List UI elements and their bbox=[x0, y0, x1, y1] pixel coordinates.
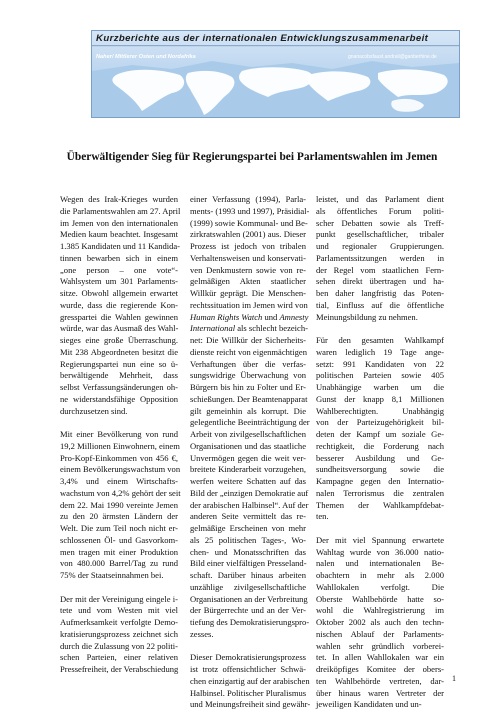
paragraph bbox=[316, 335, 444, 523]
text-line: Verhaltensweisen und konservati- bbox=[190, 252, 306, 263]
banner-email: gnanacobsfaust.andrali@ganberhine.de bbox=[348, 54, 437, 60]
text-line: Welt. Die zum Teil noch nicht er- bbox=[60, 523, 178, 533]
text-line: tial, Einfluss auf die öffentliche bbox=[316, 299, 444, 310]
text-line: berwältigende Mehrheit, dass bbox=[60, 370, 178, 381]
text-line: rechtigkeit, die Forderung nach bbox=[316, 440, 444, 451]
text-line: sundheitsversorgung sowie die bbox=[316, 464, 444, 475]
text-line: 75% der Staatseinnahmen bei. bbox=[60, 570, 164, 580]
text-line: Parlamentssitzungen werden in bbox=[316, 252, 444, 263]
text-line: gilt gemeinhin als korrupt. Die bbox=[190, 405, 306, 416]
text-line: wachstum von 4,2% gehört der seit bbox=[60, 487, 181, 498]
text-line: Der mit der Vereinigung eingele i- bbox=[60, 593, 178, 604]
text-line: und Meinungsfreiheit sind gewähr- bbox=[190, 699, 311, 710]
text-line: Wahllokalen verfolgt. Die bbox=[316, 581, 444, 592]
text-line: einem Bevölkerungswachstum von bbox=[60, 464, 181, 475]
text-line: Medien kaum beachtet. Insgesamt bbox=[60, 229, 178, 240]
text-line: Bild der „einzigen Demokratie auf bbox=[190, 487, 309, 498]
text-line: Mit einer Bevölkerung von rund bbox=[60, 429, 178, 439]
text-line: Pro-Kopf-Einkommen von 456 €, bbox=[60, 452, 178, 463]
text-line: unzählige zivilgesellschaftliche bbox=[190, 581, 306, 592]
text-line: sungswidrige Überwachung von bbox=[190, 370, 306, 381]
text-line: men tragen mit einer Produktion bbox=[60, 546, 178, 557]
paragraph bbox=[316, 535, 444, 711]
text-line: werfen weitere Schatten auf das bbox=[190, 476, 306, 486]
text-line: dem 22. Mai 1990 vereinte Jemen bbox=[60, 499, 178, 510]
text-line: ten. bbox=[316, 511, 329, 522]
text-line: jeweiligen Kandidaten und un- bbox=[316, 699, 422, 710]
text-line: Pressefreiheit, der Verabschiedung bbox=[60, 664, 179, 674]
text-line: tete und vom Westen mit viel bbox=[60, 605, 178, 616]
text-line: zesses. bbox=[190, 628, 214, 639]
text-line: chen- und Monatsschriften das bbox=[190, 546, 306, 557]
text-line: Wahlsystem um 301 Parlaments- bbox=[60, 276, 178, 287]
text-line: dienste reicht von eigenmächtigen bbox=[190, 346, 308, 357]
text-line: Themen der Wahlkampfdebat- bbox=[316, 499, 444, 510]
text-line: Unvermögen gegen die weit ver- bbox=[190, 452, 306, 463]
text-line: schen Parteien, einer relativen bbox=[60, 652, 178, 663]
text-column-2 bbox=[190, 194, 311, 723]
text-line: Wegen des Irak-Krieges wurden bbox=[60, 194, 178, 204]
text-line: Arbeit von zivilgesellschaftlichen bbox=[190, 429, 306, 439]
text-line: (1999) sowie Kommunal- und Be- bbox=[190, 217, 308, 228]
text-line: ments- (1993 und 1997), Präsidial- bbox=[190, 205, 310, 216]
text-line: Organisationen und das staatliche bbox=[190, 440, 306, 451]
text-line: würde, war das Ausmaß des Wahl- bbox=[60, 323, 179, 334]
text-line: der Regel vom staatlichen Fern- bbox=[316, 264, 444, 275]
text-line: wohl die Wahlregistrierung im bbox=[316, 605, 444, 616]
text-line: scher Debatten sowie als Treff- bbox=[316, 217, 444, 228]
text-line: als öffentliches Forum politi- bbox=[316, 205, 444, 216]
text-line: tinnen bewarben sich in einem bbox=[60, 252, 178, 263]
text-line: breitete Kinderarbeit vorzugehen, bbox=[190, 464, 306, 475]
text-line: besserer Ausbildung und Ge- bbox=[316, 452, 444, 463]
text-line: Meinungsbildung zu nehmen. bbox=[316, 311, 418, 322]
text-line: von 480.000 Barrel/Tag zu rund bbox=[60, 558, 178, 569]
text-line: gelmäßigen Akten staatlicher bbox=[190, 276, 306, 287]
text-line: Wahltag wurde von 36.000 natio- bbox=[316, 546, 444, 557]
paragraph bbox=[190, 194, 310, 641]
text-line: Halbinsel. Politischer Pluralismus bbox=[190, 687, 307, 698]
text-line: durch die Zulassung von 22 politi- bbox=[60, 640, 178, 651]
text-line: schießungen. Der Beamtenapparat bbox=[190, 393, 308, 404]
text-line: anderen Seite vermittelt das re- bbox=[190, 511, 306, 522]
text-column-1 bbox=[60, 194, 181, 688]
text-line: chen einzigartig auf der arabischen bbox=[190, 675, 310, 686]
paragraph bbox=[316, 194, 444, 323]
text-line: ten Wahlbehörde vertreten, dar- bbox=[316, 675, 444, 686]
text-line: und regionaler Gruppierungen. bbox=[316, 241, 444, 251]
text-line: im Jemen von den internationalen bbox=[60, 217, 178, 228]
text-line: tiefung des Demokratisierungspro- bbox=[190, 617, 310, 627]
page-number: 1 bbox=[452, 674, 456, 683]
header-banner bbox=[91, 30, 460, 118]
text-line: der arabischen Halbinsel“. Auf der bbox=[190, 499, 309, 510]
text-line: die Parlamentswahlen am 27. April bbox=[60, 205, 181, 216]
text-line: Human Rights Watch und Amnesty bbox=[190, 311, 309, 322]
text-line: durchzusetzen sind. bbox=[60, 405, 128, 416]
text-line: 1.385 Kandidaten und 11 Kandida- bbox=[60, 241, 181, 251]
text-line: selbst Verfassungsänderungen oh- bbox=[60, 382, 178, 392]
text-line: nalen Terrorismus die zentralen bbox=[316, 487, 444, 498]
text-line: Der mit viel Spannung erwartete bbox=[316, 534, 444, 545]
text-line: dreiköpfiges Komitee der obers- bbox=[316, 664, 444, 674]
text-line: Oktober 2002 als auch den techn- bbox=[316, 617, 444, 627]
text-line: ven Denkmustern sowie von re- bbox=[190, 264, 306, 275]
text-line: politischen Parteien sowie 405 bbox=[316, 370, 444, 381]
text-line: Prozess ist jedoch von tribalen bbox=[190, 241, 306, 251]
paragraph bbox=[60, 429, 181, 582]
text-line: Dieser Demokratisierungsprozess bbox=[190, 652, 306, 663]
text-line: sieges eine große Überraschung. bbox=[60, 335, 178, 345]
text-line: 3,4% und einem Wirtschafts- bbox=[60, 476, 178, 486]
text-line: schlossenen Öl- und Gasvorkom- bbox=[60, 534, 178, 545]
text-line: ne widerstandsfähige Opposition bbox=[60, 393, 178, 404]
text-line: Aufmerksamkeit verfolgte Demo- bbox=[60, 617, 178, 627]
text-line: Verhaftungen über die verfas- bbox=[190, 358, 306, 369]
text-line: Regierungspartei nun eine so ü- bbox=[60, 358, 178, 369]
text-line: der Bürgerrechte und an der Ver- bbox=[190, 605, 306, 616]
text-line: Mit 238 Abgeordneten besitzt die bbox=[60, 346, 178, 357]
text-line: setzt: 991 Kandidaten von 22 bbox=[316, 358, 444, 369]
text-line: wurde, dass die regierende Kon- bbox=[60, 299, 178, 310]
text-line: gresspartei die Wahlen gewinnen bbox=[60, 311, 178, 322]
text-line: net: Die Willkür der Sicherheits- bbox=[190, 335, 306, 345]
text-line: Für den gesamten Wahlkampf bbox=[316, 335, 444, 345]
text-line: gelegentliche Beeinträchtigung der bbox=[190, 417, 310, 428]
text-line: International als schlecht bezeich- bbox=[190, 323, 308, 334]
text-line: Bürgern bis hin zu Folter und Er- bbox=[190, 382, 306, 392]
banner-title: Kurzberichte aus der internationalen Entwicklungszusammenarbeit bbox=[96, 33, 429, 44]
text-line: sehen direkt übertragen und ha- bbox=[316, 276, 444, 287]
text-line: Oberste Wahlbehörde hatte so- bbox=[316, 593, 444, 604]
banner-region-label: Naher/ Mittlerer Osten und Nordafrika bbox=[96, 54, 196, 60]
text-line: Unabhängige warben um die bbox=[316, 382, 444, 392]
text-line: sitze. Obwohl allgemein erwartet bbox=[60, 288, 178, 298]
text-line: zirkratswahlen (2001) aus. Dieser bbox=[190, 229, 306, 240]
text-line: Willkür geprägt. Die Menschen- bbox=[190, 288, 306, 298]
text-line: ben daher langfristig das Poten- bbox=[316, 288, 444, 298]
text-line: zu den 20 ärmsten Ländern der bbox=[60, 511, 178, 522]
paragraph bbox=[60, 594, 178, 676]
paragraph bbox=[190, 652, 311, 711]
text-line: kratisierungsprozess zeichnet sich bbox=[60, 628, 178, 639]
text-line: schaft. Darüber hinaus arbeiten bbox=[190, 570, 306, 580]
paragraph bbox=[60, 194, 181, 417]
text-line: nalen und internationalen Be- bbox=[316, 558, 444, 569]
text-line: waren lediglich 19 Tage ange- bbox=[316, 346, 444, 357]
text-line: leistet, und das Parlament dient bbox=[316, 194, 444, 204]
text-line: rechtssituation im Jemen wird von bbox=[190, 299, 308, 310]
text-line: Bild einer vielfältigen Presseland- bbox=[190, 558, 307, 569]
text-line: 19,2 Millionen Einwohnern, einem bbox=[60, 440, 180, 451]
text-line: punkt gesellschaftlicher, tribaler bbox=[316, 229, 444, 240]
text-line: als 25 politischen Tages-, Wo- bbox=[190, 534, 306, 545]
text-line: wahlen sehr gründlich vorberei- bbox=[316, 640, 444, 651]
text-line: einer Verfassung (1994), Parla- bbox=[190, 194, 306, 204]
text-line: deten der Kampf um soziale Ge- bbox=[316, 429, 444, 439]
text-line: gelmäßige Erscheinen von mehr bbox=[190, 523, 306, 533]
text-line: nischen Ablauf der Parlaments- bbox=[316, 628, 444, 639]
text-line: „one person – one vote“- bbox=[60, 264, 178, 275]
text-line: ist trotz offensichtlicher Schwä- bbox=[190, 664, 306, 674]
text-line: Organisationen an der Verbreitung bbox=[190, 593, 308, 604]
text-line: von der Parteizugehörigkeit bil- bbox=[316, 417, 444, 428]
text-line: Kampagne gegen den Internatio- bbox=[316, 476, 444, 486]
text-line: obachtern in mehr als 2.000 bbox=[316, 570, 444, 580]
text-line: Wahlberechtigten. Unabhängig bbox=[316, 405, 444, 416]
text-line: über hinaus waren Vertreter der bbox=[316, 687, 444, 698]
article-headline: Überwältigender Sieg für Regierungspartei bei Parlamentswahlen im Jemen bbox=[66, 151, 438, 163]
text-line: Gunst der knapp 8,1 Millionen bbox=[316, 393, 444, 404]
text-line: tet. In allen Wahllokalen war ein bbox=[316, 652, 444, 663]
text-column-3 bbox=[316, 194, 444, 723]
